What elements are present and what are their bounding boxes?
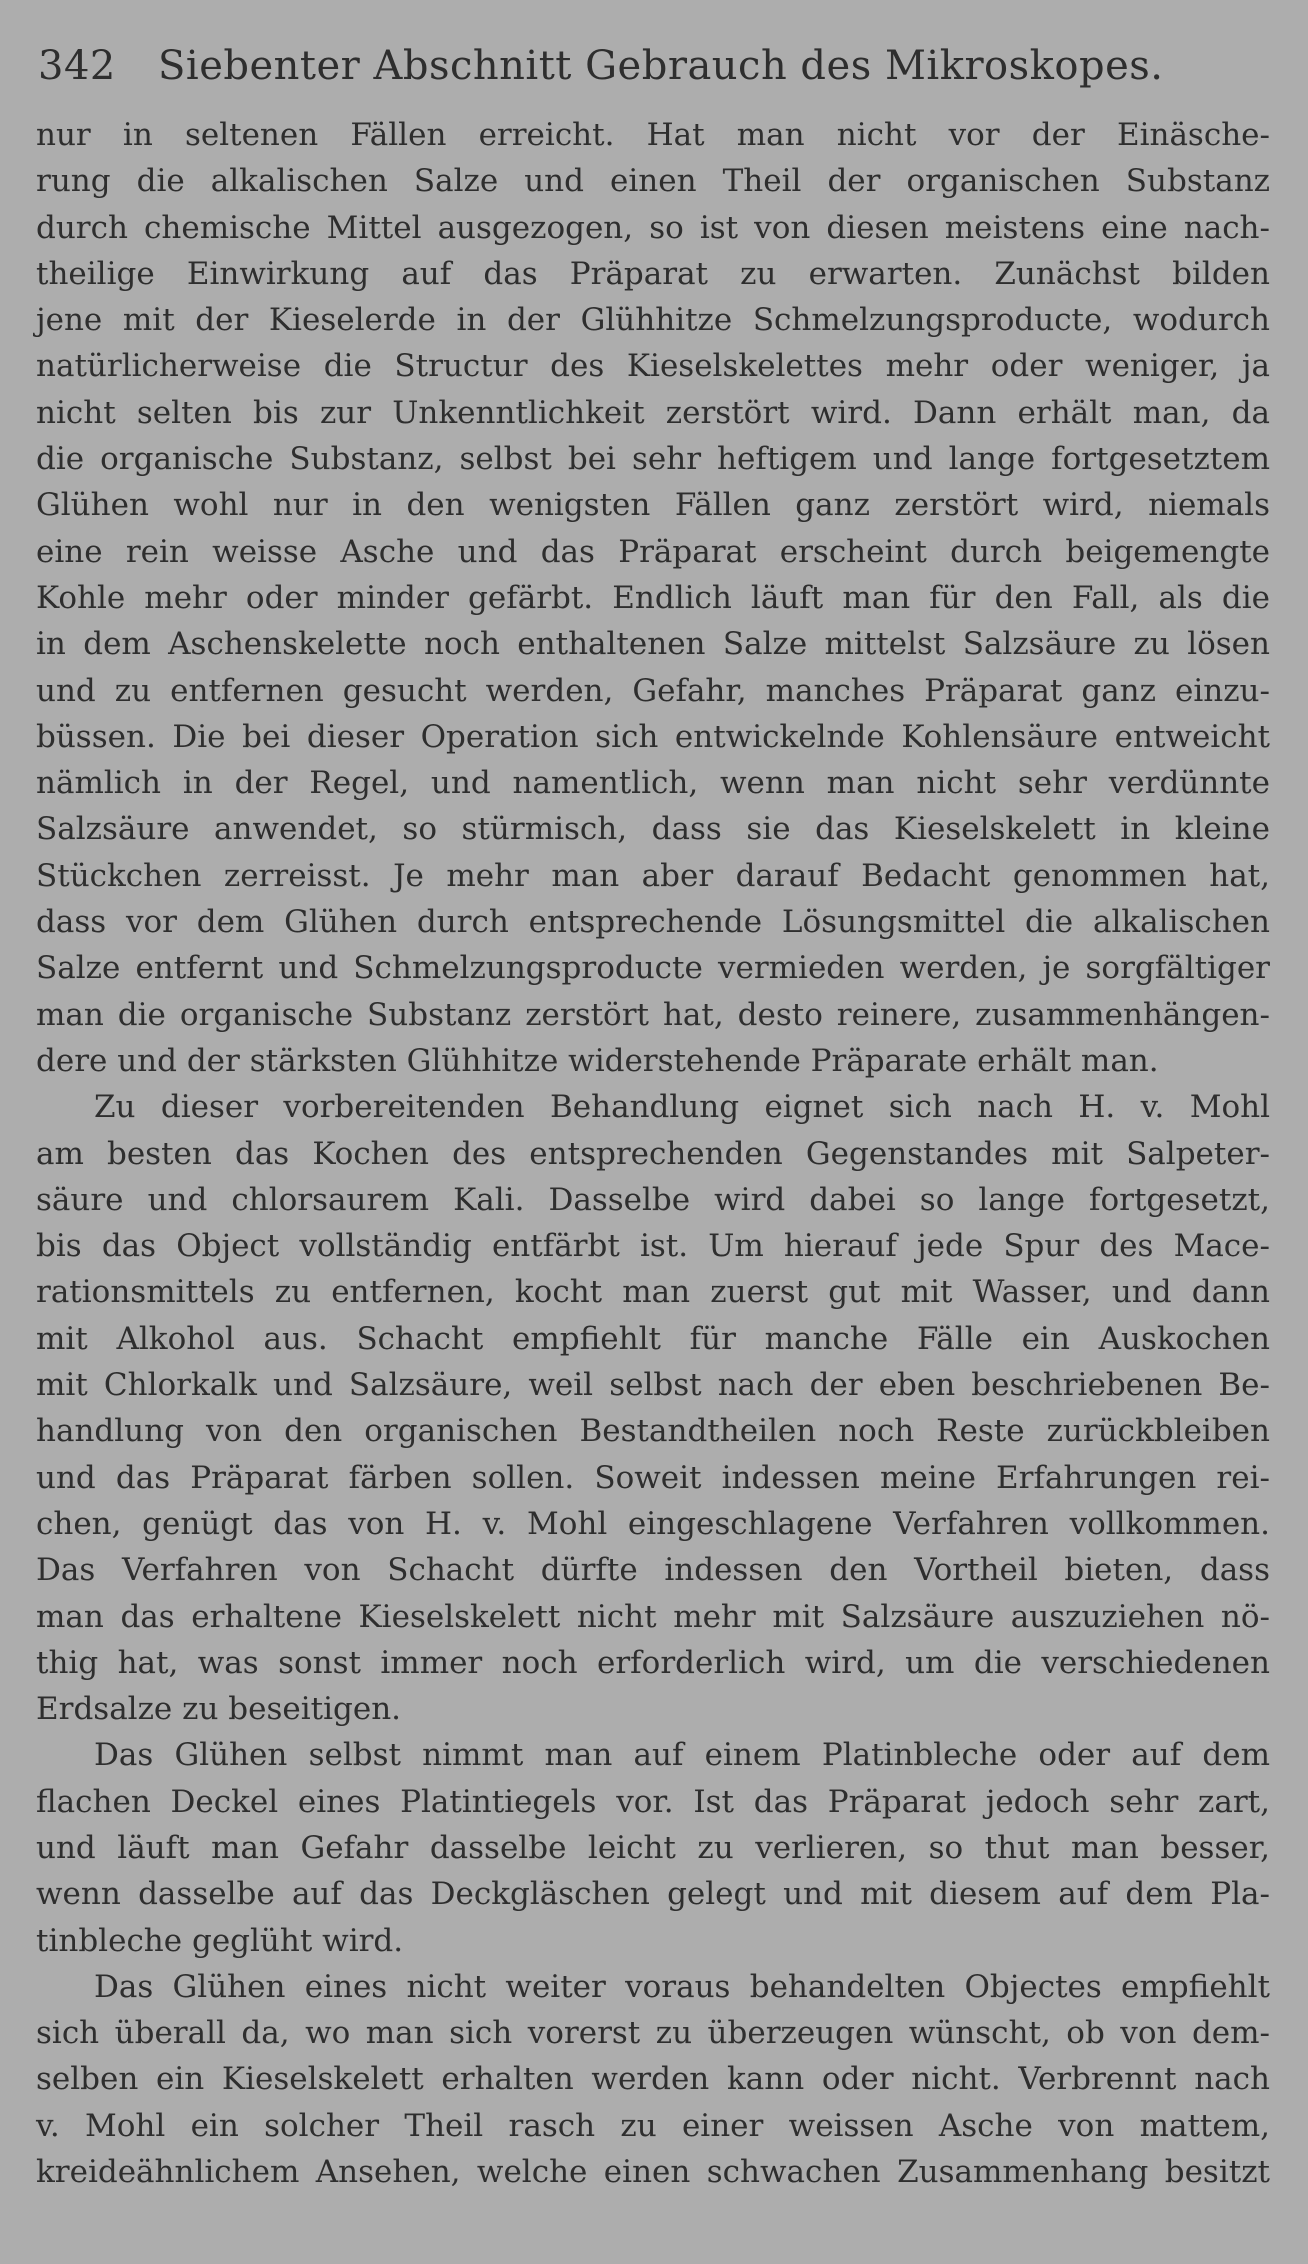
text-line: wenn dasselbe auf das Deckgläschen gelegt und mit diesem auf dem Pla- xyxy=(36,1876,1270,1913)
text-line: dere und der stärksten Glühhitze widerstehende Präparate erhält man. xyxy=(36,1042,1159,1079)
text-line: Das Glühen selbst nimmt man auf einem Platinbleche oder auf dem xyxy=(94,1737,1270,1774)
text-line: rung die alkalischen Salze und einen Theil der organischen Substanz xyxy=(36,163,1270,200)
text-line: mit Chlorkalk und Salzsäure, weil selbst nach der eben beschriebenen Be- xyxy=(36,1367,1270,1404)
text-line: theilige Einwirkung auf das Präparat zu erwarten. Zunächst bilden xyxy=(36,255,1270,292)
text-line: nicht selten bis zur Unkenntlichkeit zerstört wird. Dann erhält man, da xyxy=(36,394,1270,431)
text-line: dass vor dem Glühen durch entsprechende Lösungsmittel die alkalischen xyxy=(36,904,1270,941)
text-line: und das Präparat färben sollen. Soweit indessen meine Erfahrungen rei- xyxy=(36,1459,1270,1496)
text-line: büssen. Die bei dieser Operation sich entwickelnde Kohlensäure entweicht xyxy=(36,718,1270,755)
text-line: Erdsalze zu beseitigen. xyxy=(36,1691,402,1728)
text-line: die organische Substanz, selbst bei sehr heftigem und lange fortgesetztem xyxy=(36,441,1270,478)
text-line: v. Mohl ein solcher Theil rasch zu einer weissen Asche von mattem, xyxy=(36,2107,1270,2144)
text-line: am besten das Kochen des entsprechenden Gegenstandes mit Salpeter- xyxy=(36,1135,1270,1172)
text-line: flachen Deckel eines Platintiegels vor. Ist das Präparat jedoch sehr zart, xyxy=(36,1783,1270,1820)
text-line: natürlicherweise die Structur des Kieselskelettes mehr oder weniger, ja xyxy=(36,348,1270,385)
text-line: eine rein weisse Asche und das Präparat erscheint durch beigemengte xyxy=(36,533,1270,570)
text-line: selben ein Kieselskelett erhalten werden kann oder nicht. Verbrennt nach xyxy=(36,2061,1270,2098)
text-line: durch chemische Mittel ausgezogen, so ist von diesen meistens eine nach- xyxy=(36,209,1270,246)
text-line: in dem Aschenskelette noch enthaltenen Salze mittelst Salzsäure zu lösen xyxy=(36,626,1270,663)
text-line: Kohle mehr oder minder gefärbt. Endlich läuft man für den Fall, als die xyxy=(36,579,1270,616)
text-line: nämlich in der Regel, und namentlich, wenn man nicht sehr verdünnte xyxy=(36,765,1270,802)
running-title: Siebenter Abschnitt Gebrauch des Mikroskopes. xyxy=(158,43,1164,89)
text-line: man die organische Substanz zerstört hat, desto reinere, zusammenhängen- xyxy=(36,996,1270,1033)
text-line: man das erhaltene Kieselskelett nicht mehr mit Salzsäure auszuziehen nö- xyxy=(36,1598,1270,1635)
text-line: Stückchen zerreisst. Je mehr man aber darauf Bedacht genommen hat, xyxy=(36,857,1270,894)
body-text xyxy=(36,112,1270,2195)
text-line: Salzsäure anwendet, so stürmisch, dass sie das Kieselskelett in kleine xyxy=(36,811,1270,848)
text-line: und läuft man Gefahr dasselbe leicht zu verlieren, so thut man besser, xyxy=(36,1829,1270,1866)
text-line: Das Verfahren von Schacht dürfte indessen den Vortheil bieten, dass xyxy=(36,1552,1270,1589)
text-line: nur in seltenen Fällen erreicht. Hat man nicht vor der Einäsche- xyxy=(36,117,1270,153)
text-line: kreideähnlichem Ansehen, welche einen schwachen Zusammenhang besitzt xyxy=(36,2154,1270,2191)
text-line: Glühen wohl nur in den wenigsten Fällen ganz zerstört wird, niemals xyxy=(36,487,1270,524)
text-line: rationsmittels zu entfernen, kocht man zuerst gut mit Wasser, und dann xyxy=(36,1274,1270,1311)
text-line: thig hat, was sonst immer noch erforderlich wird, um die verschiedenen xyxy=(36,1644,1270,1681)
text-line: mit Alkohol aus. Schacht empfiehlt für manche Fälle ein Auskochen xyxy=(36,1320,1270,1357)
page-header xyxy=(38,42,1278,90)
text-line: chen, genügt das von H. v. Mohl eingeschlagene Verfahren vollkommen. xyxy=(36,1505,1270,1542)
text-line: tinbleche geglüht wird. xyxy=(36,1922,404,1959)
text-line: sich überall da, wo man sich vorerst zu überzeugen wünscht, ob von dem- xyxy=(36,2015,1270,2052)
page-number: 342 xyxy=(38,43,116,89)
text-line: handlung von den organischen Bestandtheilen noch Reste zurückbleiben xyxy=(36,1413,1270,1450)
text-line: säure und chlorsaurem Kali. Dasselbe wird dabei so lange fortgesetzt, xyxy=(36,1181,1270,1218)
text-line: bis das Object vollständig entfärbt ist. Um hierauf jede Spur des Mace- xyxy=(36,1228,1270,1265)
text-line: und zu entfernen gesucht werden, Gefahr, manches Präparat ganz einzu- xyxy=(36,672,1270,709)
text-line: jene mit der Kieselerde in der Glühhitze Schmelzungsproducte, wodurch xyxy=(36,302,1270,339)
text-line: Das Glühen eines nicht weiter voraus behandelten Objectes empfiehlt xyxy=(94,1968,1270,2005)
text-line: Salze entfernt und Schmelzungsproducte vermieden werden, je sorgfältiger xyxy=(36,950,1270,987)
text-line: Zu dieser vorbereitenden Behandlung eignet sich nach H. v. Mohl xyxy=(94,1089,1270,1126)
